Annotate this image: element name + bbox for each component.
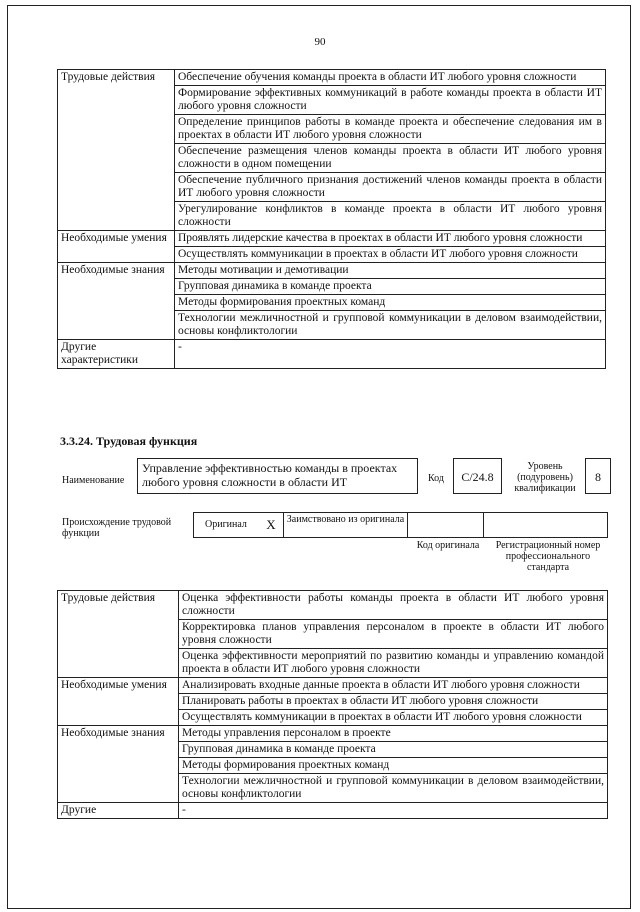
list-item: Оценка эффективности работы команды проекта в области ИТ любого уровня сложности [179,591,608,620]
table-row [58,340,606,369]
list-item: Методы мотивации и демотивации [175,263,606,279]
table-row [58,231,606,247]
list-item: Урегулирование конфликтов в команде проекта в области ИТ любого уровня сложности [175,202,606,231]
table-row [58,591,608,620]
table-row [58,726,608,742]
list-item: Корректировка планов управления персоналом в проекте в области ИТ любого уровня сложности [179,620,608,649]
labor-function-table-2 [57,590,608,819]
registration-caption: Регистрационный номер профессионального стандарта [495,540,601,573]
list-item: Осуществлять коммуникации в проектах в области ИТ любого уровня сложности [179,710,608,726]
other-value: - [179,803,608,819]
table-row [58,263,606,279]
knowledge-label: Необходимые знания [58,263,175,340]
list-item: Технологии межличностной и групповой коммуникации в деловом взаимодействии, основы конфликтологии [175,311,606,340]
list-item: Оценка эффективности мероприятий по развитию команды и управлению командой проекта в области ИТ любого уровня сложности [179,649,608,678]
table-row [58,678,608,694]
section-heading: 3.3.24. Трудовая функция [60,434,198,448]
list-item: Осуществлять коммуникации в проектах в области ИТ любого уровня сложности [175,247,606,263]
knowledge-label: Необходимые знания [58,726,179,803]
other-value: - [175,340,606,369]
level-box: 8 [585,458,611,494]
list-item: Обеспечение размещения членов команды проекта в области ИТ любого уровня сложности в одном помещении [175,144,606,173]
list-item: Методы формирования проектных команд [175,295,606,311]
skills-label: Необходимые умения [58,231,175,263]
list-item: Методы формирования проектных команд [179,758,608,774]
list-item: Групповая динамика в команде проекта [179,742,608,758]
labor-actions-label: Трудовые действия [58,70,175,231]
page-number: 90 [314,36,326,48]
labor-actions-label: Трудовые действия [58,591,179,678]
list-item: Анализировать входные данные проекта в области ИТ любого уровня сложности [179,678,608,694]
list-item: Определение принципов работы в команде проекта и обеспечение следования им в проектах в области ИТ любого уровня сложности [175,115,606,144]
other-label: Другие характеристики [58,340,175,369]
list-item: Обеспечение публичного признания достижений членов команды проекта в области ИТ любого уровня сложности [175,173,606,202]
origin-label: Происхождение трудовой функции [62,517,172,539]
list-item: Планировать работы в проектах в области ИТ любого уровня сложности [179,694,608,710]
code-caption: Код оригинала [416,540,480,551]
list-item: Формирование эффективных коммуникаций в работе команды проекта в области ИТ любого уровня сложности [175,86,606,115]
list-item: Методы управления персоналом в проекте [179,726,608,742]
original-label: Оригинал [193,512,259,538]
code-label: Код [428,473,444,484]
original-code-cell [408,512,484,538]
level-label: Уровень (подуровень) квалификации [514,461,576,494]
list-item: Обеспечение обучения команды проекта в области ИТ любого уровня сложности [175,70,606,86]
table-row [58,803,608,819]
borrowed-label: Заимствовано из оригинала [283,512,408,538]
list-item: Проявлять лидерские качества в проектах в области ИТ любого уровня сложности [175,231,606,247]
skills-label: Необходимые умения [58,678,179,726]
table-row [58,70,606,86]
code-box: C/24.8 [453,458,502,494]
other-label: Другие [58,803,179,819]
function-name-box: Управление эффективностью команды в проектах любого уровня сложности в области ИТ [137,458,418,494]
name-label: Наименование [62,475,125,486]
list-item: Технологии межличностной и групповой коммуникации в деловом взаимодействии, основы конфликтологии [179,774,608,803]
labor-function-table-1 [57,69,606,369]
original-mark: Х [266,517,276,532]
list-item: Групповая динамика в команде проекта [175,279,606,295]
